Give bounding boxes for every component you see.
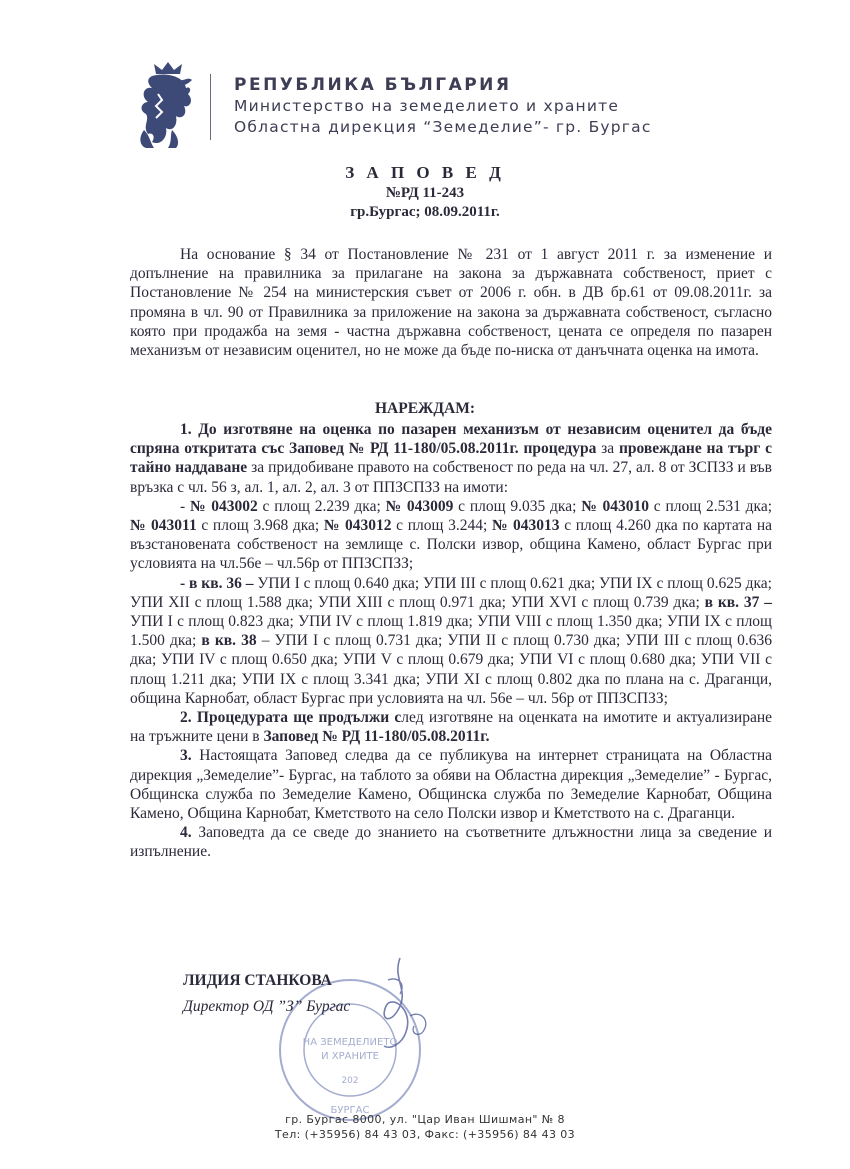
svg-text:БУРГАС: БУРГАС <box>330 1105 370 1116</box>
letterhead <box>132 60 732 150</box>
footer-phones: Тел: (+35956) 84 43 03, Факс: (+35956) 84 43 03 <box>274 1128 576 1141</box>
republic-name: РЕПУБЛИКА БЪЛГАРИЯ <box>234 75 512 95</box>
prop-a-text: с площ 3.244; <box>391 517 492 535</box>
ministry-name: Министерство на земеделието и храните <box>234 97 620 115</box>
prop-a-text: с площ 9.035 дка; <box>453 497 582 515</box>
item-2-bold-a: 2. Процедурата ще продължи с <box>180 709 402 727</box>
prop-b-block: в кв. 37 – <box>704 593 773 611</box>
prop-a-id: № 043012 <box>323 517 392 535</box>
item-3-number: 3. <box>180 747 192 765</box>
prop-a-id: № 043011 <box>130 517 197 535</box>
item-2-bold-b: Заповед № РД 11-180/05.08.2011г. <box>263 728 490 746</box>
svg-text:202: 202 <box>341 1076 359 1086</box>
signatory-name: ЛИДИЯ СТАНКОВА <box>183 972 332 989</box>
handwritten-signature <box>340 950 450 1060</box>
order-items <box>130 420 772 862</box>
signatory-title: Директор ОД ”З” Бургас <box>183 998 351 1015</box>
prop-a-text: с площ 3.968 дка; <box>196 517 324 535</box>
order-number: №РД 11-243 <box>385 185 465 201</box>
item-4-number: 4. <box>180 824 192 842</box>
orders-heading: НАРЕЖДАМ: <box>374 400 476 417</box>
item-2 <box>130 708 772 746</box>
properties-polski-izvor <box>130 497 772 574</box>
item-1-bold-a: 1. До изготвяне на оценка по пазарен механизъм от независим оценител да бъде спряна откритата със Заповед № РД 11-180/05.08.2011г. процедура <box>130 421 772 458</box>
svg-text:НА ЗЕМЕДЕЛИЕТО: НА ЗЕМЕДЕЛИЕТО <box>302 1037 398 1048</box>
header-divider <box>210 74 211 140</box>
order-place-date: гр.Бургас; 08.09.2011г. <box>350 204 500 220</box>
item-4 <box>130 823 772 861</box>
prop-a-text: с площ 4.260 дка по картата на възстановената собственост на землище с. Полски извор, община Камено, област Бургас при условията на чл.56е – чл.56р от ППЗСПЗЗ; <box>130 517 773 573</box>
prop-b-text: – УПИ I с площ 0.731 дка; УПИ II с площ 0.730 дка; УПИ III с площ 0.636 дка; УПИ IV с площ 0.650 дка; УПИ V с площ 0.679 дка; УПИ VI с площ 0.680 дка; УПИ VII с площ 1.211 дка; УПИ IX с площ 3.341 дка; УПИ XI с площ 0.802 дка по плана на с. Драганци, община Карнобат, област Бургас при условията на чл. 56е – чл. 56р от ППЗСПЗЗ; <box>130 632 773 707</box>
directorate-name: Областна дирекция “Земеделие”- гр. Бургас <box>234 118 652 136</box>
prop-a-text: - <box>180 497 190 515</box>
item-1-text-b: за придобиване правото на собственост по реда на чл. 27, ал. 8 от ЗСПЗЗ и във връзка с чл. 56 з, ал. 1, ал. 2, ал. 3 от ППЗСПЗЗ на имоти: <box>130 459 772 496</box>
prop-a-id: № 043010 <box>581 497 649 515</box>
item-1 <box>130 420 772 497</box>
prop-a-id: № 043002 <box>189 497 258 515</box>
letterhead-text <box>234 74 652 138</box>
properties-draganci <box>130 574 772 708</box>
prop-b-text: УПИ I с площ 0.640 дка; УПИ III с площ 0.621 дка; УПИ IX с площ 0.625 дка; УПИ XII с площ 1.588 дка; УПИ XIII с площ 0.971 дка; УПИ XVI с площ 0.739 дка; <box>130 574 772 611</box>
prop-b-text: УПИ I с площ 0.823 дка; УПИ IV с площ 1.819 дка; УПИ VIII с площ 1.350 дка; УПИ IX с площ 1.500 дка; <box>130 613 772 650</box>
prop-b-block: в кв. 38 <box>201 632 257 650</box>
order-title: З А П О В Е Д <box>345 163 505 182</box>
prop-a-id: № 043009 <box>385 497 454 515</box>
item-1-bold-b: провеждане на търг с тайно наддаване <box>130 440 772 477</box>
footer-address: гр. Бургас 8000, ул. "Цар Иван Шишман" № 8 <box>285 1113 565 1126</box>
intro-paragraph: На основание § 34 от Постановление № 231 от 1 август 2011 г. за изменение и допълнение на правилника за прилагане на закона за държавната собственост, приет с Постановление № 254 на министерския съвет от 2006 г. обн. в ДВ бр.61 от 09.08.2011г. за промяна в чл. 90 от Правилника за приложение на закона за държавната собственост, съгласно която при продажба на земя - частна държавна собственост, цената се определя по пазарен механизъм от независим оценител, но не може да бъде по-ниска от данъчната оценка на имота. <box>130 246 772 360</box>
prop-b-block: - в кв. 36 – <box>180 574 254 592</box>
prop-a-text: с площ 2.239 дка; <box>257 497 386 515</box>
item-3-text: Настоящата Заповед следва да се публикува на интернет страницата на Областна дирекция „Земеделие”- Бургас, на таблото за обяви на Областна дирекция „Земеделие” - Бургас, Общинска служба по Земеделие Камено, Общинска служба по Земеделие Карнобат, Община Камено, Община Карнобат, Кметството на село Полски извор и Кметството на с. Драганци. <box>130 747 772 823</box>
item-2-text: лед изготвяне на оценката на имотите и актуализиране на тръжните цени в <box>130 709 772 746</box>
prop-a-id: № 043013 <box>491 517 560 535</box>
coat-of-arms-lion-icon <box>132 60 204 150</box>
item-1-text-a: за <box>596 440 619 458</box>
svg-text:И ХРАНИТЕ: И ХРАНИТЕ <box>321 1051 379 1062</box>
item-4-text: Заповедта да се сведе до знанието на съответните длъжностни лица за сведение и изпълнение. <box>130 824 772 861</box>
prop-a-text: с площ 2.531 дка; <box>648 497 773 515</box>
item-3 <box>130 746 772 823</box>
